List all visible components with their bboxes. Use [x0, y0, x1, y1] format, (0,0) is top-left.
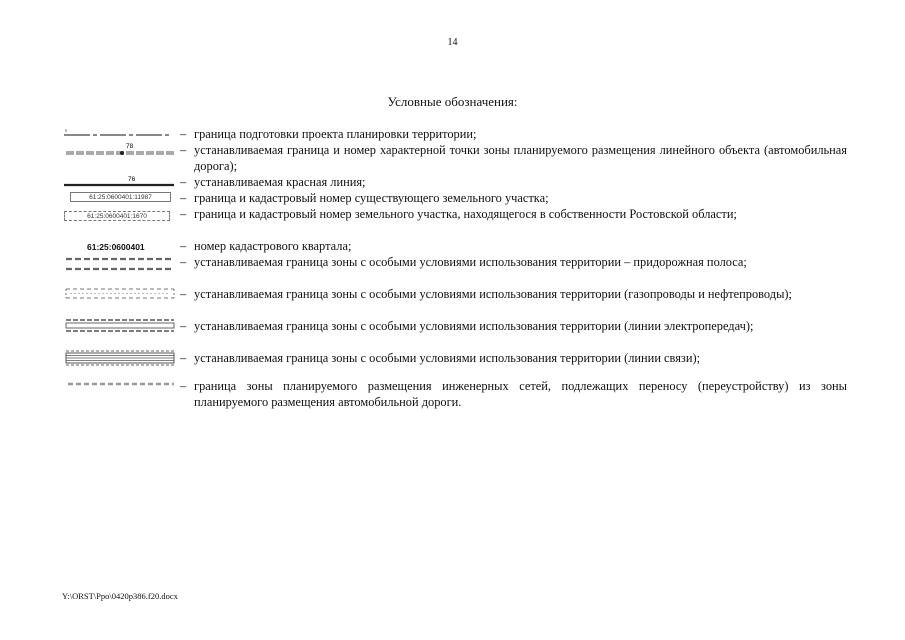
legend-item-power-lines: [62, 318, 847, 350]
legend-title: Условные обозначения:: [387, 94, 518, 109]
red-line-number-label: 76: [128, 176, 136, 183]
legend-dash: –: [180, 255, 187, 269]
legend-item-pipelines: [62, 286, 847, 318]
communication-lines-symbol: [62, 350, 176, 366]
regional-parcel-symbol: [62, 206, 176, 238]
legend-dash: –: [180, 379, 187, 393]
legend-description: устанавливаемая граница зоны с особыми условиями использования территории (газопроводы и нефтепроводы);: [194, 287, 792, 301]
legend-dash: –: [180, 287, 187, 301]
cadastral-number-box: 61:25:0600401:1670: [64, 211, 170, 221]
planning-boundary-symbol: [62, 126, 176, 142]
legend-description: граница подготовки проекта планировки территории;: [194, 127, 477, 141]
legend-description: граница и кадастровый номер существующего земельного участка;: [194, 191, 549, 205]
legend-dash: –: [180, 175, 187, 189]
legend-dash: –: [180, 191, 187, 205]
legend-dash: –: [180, 351, 187, 365]
legend-description: устанавливаемая граница зоны с особыми условиями использования территории (линии связи);: [194, 351, 701, 365]
legend-description: граница зоны планируемого размещения инженерных сетей, подлежащих переносу (переустройству) из зоны планируемого размещения автомобильной дороги.: [194, 379, 847, 409]
cadastral-quarter-number: 61:25:0600401: [87, 242, 145, 252]
point-number-label: 78: [126, 143, 134, 150]
file-path-footer: Y:\ORST\Ppo\0420p386.f20.docx: [62, 591, 178, 601]
legend-dash: –: [180, 127, 187, 141]
legend-description: устанавливаемая граница зоны с особыми условиями использования территории (линии электропередач);: [194, 319, 754, 333]
legend-item-red-line: [62, 174, 847, 190]
legend-description: граница и кадастровый номер земельного участка, находящегося в собственности Ростовской области;: [194, 207, 737, 221]
legend-item-cadastral-quarter: [62, 238, 847, 254]
page-number: 14: [447, 37, 458, 48]
legend-dash: –: [180, 143, 187, 157]
roadside-strip-symbol: [62, 254, 176, 286]
legend-item-regional-parcel: [62, 206, 847, 238]
red-line-symbol: [62, 174, 176, 190]
legend-list: [62, 126, 847, 410]
legend-description: устанавливаемая граница зоны с особыми условиями использования территории – придорожная полоса;: [194, 255, 747, 269]
utility-relocation-zone-symbol: [62, 378, 176, 410]
power-lines-symbol: [62, 318, 176, 350]
pipelines-symbol: [62, 286, 176, 318]
legend-dash: –: [180, 207, 187, 221]
legend-item-road-zone-boundary: [62, 142, 847, 174]
existing-parcel-symbol: [62, 190, 176, 206]
legend-item-communication-lines: [62, 350, 847, 366]
legend-description: устанавливаемая граница и номер характерной точки зоны планируемого размещения линейного объекта (автомобильная дорога);: [194, 143, 847, 173]
legend-item-existing-parcel: [62, 190, 847, 206]
legend-item-planning-boundary: [62, 126, 847, 142]
legend-description: устанавливаемая красная линия;: [194, 175, 366, 189]
legend-dash: –: [180, 239, 187, 253]
legend-item-utility-relocation-zone: [62, 378, 847, 410]
legend-dash: –: [180, 319, 187, 333]
legend-description: номер кадастрового квартала;: [194, 239, 352, 253]
cadastral-quarter-symbol: [62, 238, 176, 254]
road-zone-boundary-symbol: [62, 142, 176, 158]
legend-item-roadside-strip: [62, 254, 847, 286]
cadastral-number-box: 61:25:0600401:11987: [70, 192, 171, 202]
